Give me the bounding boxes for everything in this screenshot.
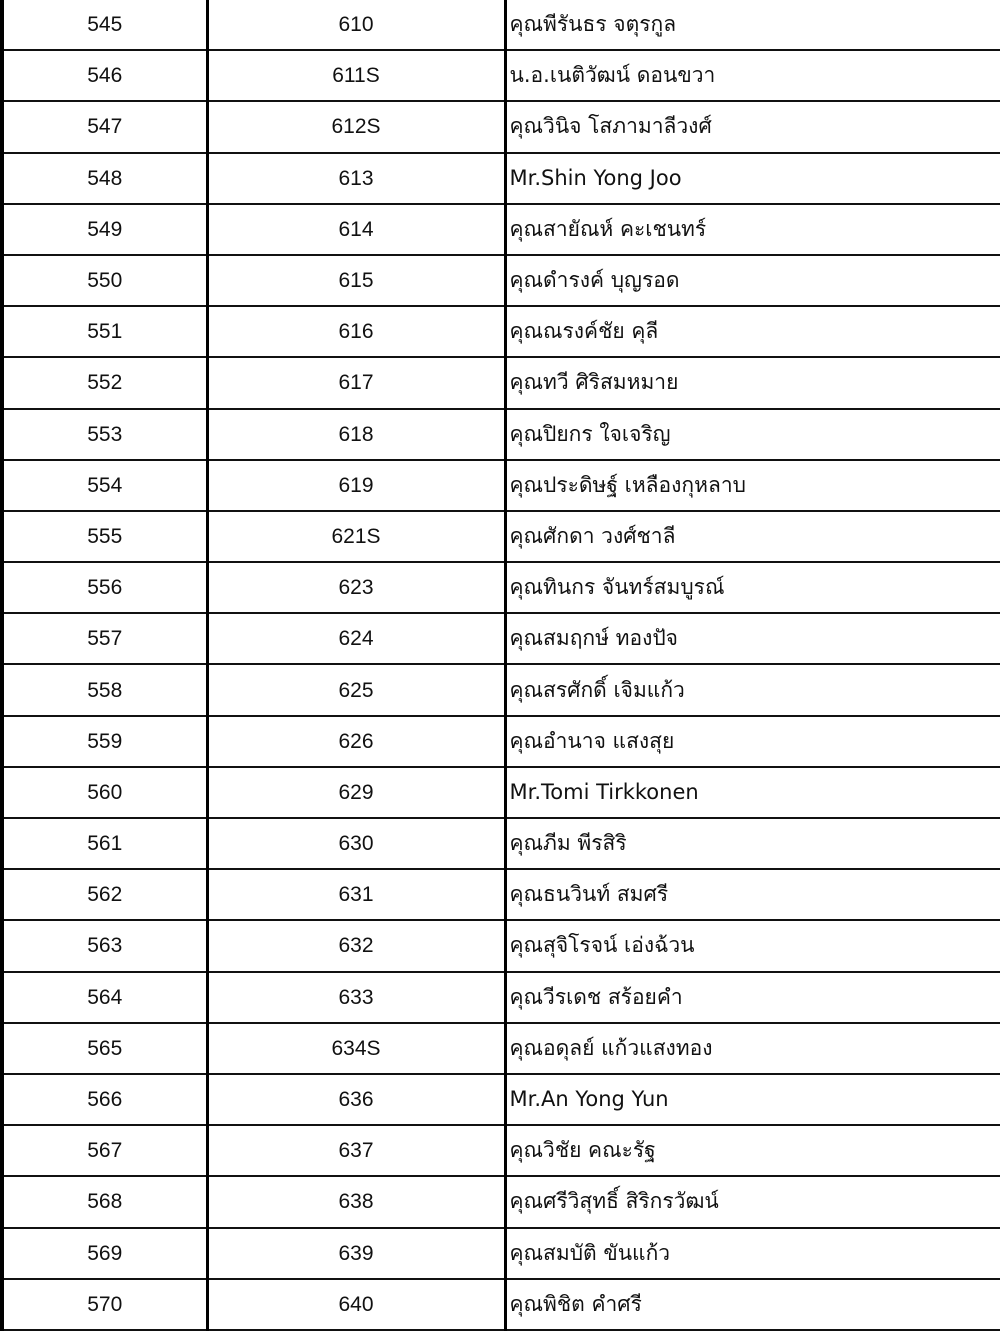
table-row <box>2 511 1000 562</box>
row-number-cell: 569 <box>2 1228 207 1279</box>
row-number-cell: 557 <box>2 613 207 664</box>
table-row <box>2 409 1000 460</box>
name-cell: คุณปิยกร ใจเจริญ <box>505 409 1000 460</box>
row-number-cell: 555 <box>2 511 207 562</box>
code-cell: 612S <box>207 101 505 152</box>
table-row <box>2 767 1000 818</box>
name-cell: คุณสายัณห์ คะเชนทร์ <box>505 204 1000 255</box>
name-cell: คุณสุจิโรจน์ เอ่งฉ้วน <box>505 920 1000 971</box>
table-row <box>2 1176 1000 1227</box>
code-cell: 611S <box>207 50 505 101</box>
table-row <box>2 306 1000 357</box>
code-cell: 629 <box>207 767 505 818</box>
roster-table-body <box>2 0 1000 1330</box>
name-cell: คุณวิชัย คณะรัฐ <box>505 1125 1000 1176</box>
name-cell: Mr.Tomi Tirkkonen <box>505 767 1000 818</box>
table-row <box>2 818 1000 869</box>
row-number-cell: 545 <box>2 0 207 50</box>
row-number-cell: 546 <box>2 50 207 101</box>
code-cell: 618 <box>207 409 505 460</box>
name-cell: คุณอำนาจ แสงสุย <box>505 716 1000 767</box>
row-number-cell: 552 <box>2 357 207 408</box>
row-number-cell: 559 <box>2 716 207 767</box>
row-number-cell: 556 <box>2 562 207 613</box>
table-row <box>2 716 1000 767</box>
code-cell: 639 <box>207 1228 505 1279</box>
name-cell: คุณทินกร จันทร์สมบูรณ์ <box>505 562 1000 613</box>
table-row <box>2 613 1000 664</box>
name-cell: Mr.An Yong Yun <box>505 1074 1000 1125</box>
name-cell: คุณอดุลย์ แก้วแสงทอง <box>505 1023 1000 1074</box>
table-row <box>2 1074 1000 1125</box>
code-cell: 614 <box>207 204 505 255</box>
name-cell: น.อ.เนติวัฒน์ ดอนขวา <box>505 50 1000 101</box>
code-cell: 638 <box>207 1176 505 1227</box>
name-cell: คุณสรศักดิ์ เจิมแก้ว <box>505 664 1000 715</box>
row-number-cell: 562 <box>2 869 207 920</box>
table-row <box>2 460 1000 511</box>
name-cell: คุณพิชิต คำศรี <box>505 1279 1000 1330</box>
row-number-cell: 551 <box>2 306 207 357</box>
name-cell: คุณสมฤกษ์ ทองปัจ <box>505 613 1000 664</box>
table-row <box>2 972 1000 1023</box>
name-cell: คุณทวี ศิริสมหมาย <box>505 357 1000 408</box>
code-cell: 634S <box>207 1023 505 1074</box>
table-row <box>2 204 1000 255</box>
code-cell: 625 <box>207 664 505 715</box>
table-row <box>2 1228 1000 1279</box>
name-cell: คุณวีรเดช สร้อยคำ <box>505 972 1000 1023</box>
row-number-cell: 568 <box>2 1176 207 1227</box>
name-cell: Mr.Shin Yong Joo <box>505 153 1000 204</box>
name-cell: คุณสมบัติ ขันแก้ว <box>505 1228 1000 1279</box>
code-cell: 632 <box>207 920 505 971</box>
code-cell: 621S <box>207 511 505 562</box>
table-row <box>2 1125 1000 1176</box>
row-number-cell: 558 <box>2 664 207 715</box>
row-number-cell: 570 <box>2 1279 207 1330</box>
code-cell: 616 <box>207 306 505 357</box>
table-row <box>2 101 1000 152</box>
code-cell: 613 <box>207 153 505 204</box>
name-cell: คุณธนวินท์ สมศรี <box>505 869 1000 920</box>
name-cell: คุณศักดา วงศ์ชาลี <box>505 511 1000 562</box>
code-cell: 636 <box>207 1074 505 1125</box>
row-number-cell: 548 <box>2 153 207 204</box>
row-number-cell: 547 <box>2 101 207 152</box>
row-number-cell: 553 <box>2 409 207 460</box>
code-cell: 617 <box>207 357 505 408</box>
row-number-cell: 564 <box>2 972 207 1023</box>
code-cell: 624 <box>207 613 505 664</box>
code-cell: 619 <box>207 460 505 511</box>
name-cell: คุณณรงค์ชัย คุลี <box>505 306 1000 357</box>
code-cell: 610 <box>207 0 505 50</box>
table-row <box>2 562 1000 613</box>
code-cell: 630 <box>207 818 505 869</box>
name-cell: คุณพีรันธร จตุรกูล <box>505 0 1000 50</box>
row-number-cell: 561 <box>2 818 207 869</box>
code-cell: 615 <box>207 255 505 306</box>
row-number-cell: 554 <box>2 460 207 511</box>
table-row <box>2 153 1000 204</box>
name-cell: คุณภีม พีรสิริ <box>505 818 1000 869</box>
code-cell: 626 <box>207 716 505 767</box>
row-number-cell: 550 <box>2 255 207 306</box>
row-number-cell: 566 <box>2 1074 207 1125</box>
row-number-cell: 560 <box>2 767 207 818</box>
row-number-cell: 567 <box>2 1125 207 1176</box>
code-cell: 637 <box>207 1125 505 1176</box>
name-cell: คุณวินิจ โสภามาลีวงศ์ <box>505 101 1000 152</box>
row-number-cell: 563 <box>2 920 207 971</box>
table-row <box>2 50 1000 101</box>
table-row <box>2 255 1000 306</box>
table-row <box>2 357 1000 408</box>
row-number-cell: 565 <box>2 1023 207 1074</box>
table-row <box>2 0 1000 50</box>
table-row <box>2 664 1000 715</box>
table-row <box>2 920 1000 971</box>
code-cell: 623 <box>207 562 505 613</box>
name-cell: คุณดำรงค์ บุญรอด <box>505 255 1000 306</box>
code-cell: 631 <box>207 869 505 920</box>
name-cell: คุณศรีวิสุทธิ์ สิริกรวัฒน์ <box>505 1176 1000 1227</box>
code-cell: 633 <box>207 972 505 1023</box>
table-row <box>2 1279 1000 1330</box>
row-number-cell: 549 <box>2 204 207 255</box>
table-row <box>2 869 1000 920</box>
code-cell: 640 <box>207 1279 505 1330</box>
name-cell: คุณประดิษฐ์ เหลืองกุหลาบ <box>505 460 1000 511</box>
table-row <box>2 1023 1000 1074</box>
